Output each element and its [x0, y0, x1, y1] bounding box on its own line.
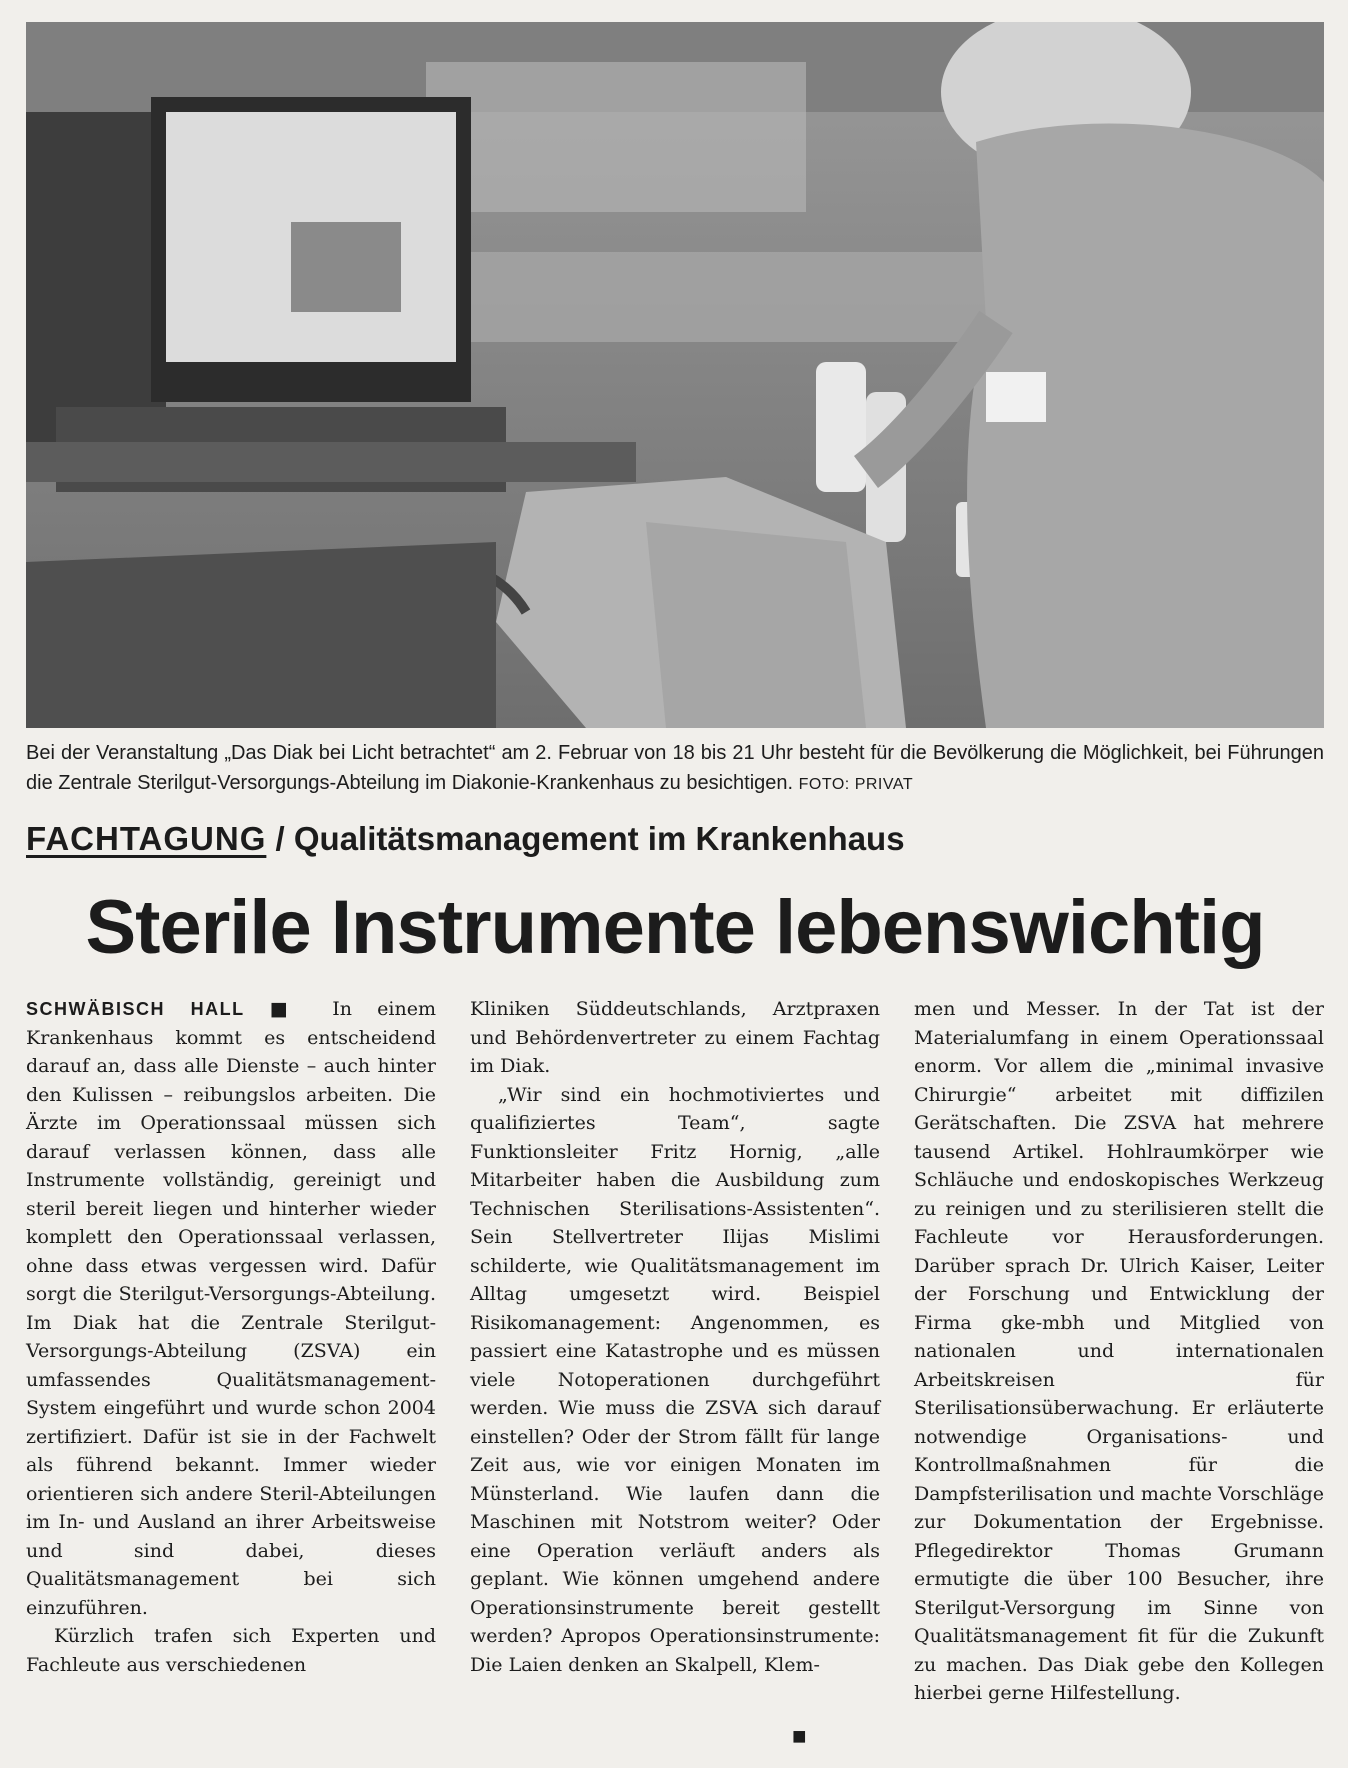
photo-caption	[26, 738, 1324, 800]
article-paragraph: men und Messer. In der Tat ist der Materialumfang in einem Operationssaal enorm. Vor allem die „minimal invasive Chirurgie“ arbeitet mit diffizilen Gerätschaften. Die ZSVA hat mehrere tausend Artikel. Hohlraumkörper wie Schläuche und endoskopisches Werkzeug zu reinigen und zu sterilisieren stellt die Fachleute vor Herausforderungen. Darüber sprach Dr. Ulrich Kaiser, Leiter der Forschung und Entwicklung der Firma gke-mbh und Mitglied von nationalen und internationalen Arbeitskreisen für Sterilisationsüberwachung. Er erläuterte notwendige Organisations- und Kontrollmaßnahmen für die Dampfsterilisation und machte Vorschläge zur Dokumentation der Ergebnisse. Pflegedirektor Thomas Grumann ermutigte die über 100 Besucher, ihre Sterilgut-Versorgung im Sinne von Qualitätsmanagement fit für die Zukunft zu machen. Das Diak gebe den Kollegen hierbei gerne Hilfestellung.	[914, 998, 1324, 1704]
caption-text: Bei der Veranstaltung „Das Diak bei Licht betrachtet“ am 2. Februar von 18 bis 21 Uhr besteht für die Bevölkerung die Möglichkeit, bei Führungen die Zentrale Sterilgut-Versorgungs-Abteilung im Diakonie-Krankenhaus zu besichtigen.	[26, 742, 1324, 794]
article-column-3	[914, 995, 1324, 1755]
kicker-keyword: FACHTAGUNG	[26, 820, 267, 857]
article-photo	[26, 22, 1324, 728]
article-paragraph: SCHWÄBISCH HALL ■ In einem Krankenhaus kommt es entscheidend darauf an, dass alle Dienste – auch hinter den Kulissen – reibungslos arbeiten. Die Ärzte im Operationssaal müssen sich darauf verlassen können, dass alle Instrumente vollständig, gereinigt und steril bereit liegen und hinterher wieder komplett den Operationssaal verlassen, ohne dass etwas vergessen wird. Dafür sorgt die Sterilgut-Versorgungs-Abteilung. Im Diak hat die Zentrale Sterilgut-Versorgungs-Abteilung (ZSVA) ein umfassendes Qualitätsmanagement-System eingeführt und wurde schon 2004 zertifiziert. Dafür ist sie in der Fachwelt als führend bekannt. Immer wieder orientieren sich andere Steril-Abteilungen im In- und Ausland an ihrer Arbeitsweise und sind dabei, dieses Qualitätsmanagement bei sich einzuführen.	[26, 998, 436, 1619]
article-kicker	[26, 820, 1324, 858]
photo-sterile-supply-scene	[26, 22, 1324, 728]
article-body	[26, 995, 1324, 1755]
article-column-1	[26, 995, 436, 1755]
dateline-square: ■	[269, 998, 307, 1020]
kicker-topic: / Qualitätsmanagement im Krankenhaus	[266, 820, 905, 857]
article-paragraph: „Wir sind ein hochmotiviertes und qualifiziertes Team“, sagte Funktionsleiter Fritz Hornig, „alle Mitarbeiter haben die Ausbildung zum Technischen Sterilisations-Assistenten“. Sein Stellvertreter Ilijas Mislimi schilderte, wie Qualitätsmanagement im Alltag umgesetzt wird. Beispiel Risikomanagement: Angenommen, es passiert eine Katastrophe und es müssen viele Notoperationen durchgeführt werden. Wie muss die ZSVA sich darauf einstellen? Oder der Strom fällt für lange Zeit aus, wie vor einigen Monaten im Münsterland. Wie laufen dann die Maschinen mit Notstrom weiter? Oder eine Operation verläuft anders als geplant. Wie können umgehend andere Operationsinstrumente bereit gestellt werden? Apropos Operationsinstrumente: Die Laien denken an Skalpell, Klem-	[470, 1083, 880, 1676]
photo-credit: FOTO: PRIVAT	[798, 776, 914, 793]
article-paragraph: Kliniken Süddeutschlands, Arztpraxen und Behördenvertreter zu einem Fachtag im Diak.	[470, 998, 880, 1077]
article-column-2	[470, 995, 880, 1755]
article-headline: Sterile Instrumente lebenswichtig	[85, 885, 1265, 970]
article-paragraph: Kürzlich trafen sich Experten und Fachleute aus verschiedenen	[26, 1625, 436, 1676]
dateline: SCHWÄBISCH HALL	[26, 999, 245, 1019]
end-of-article-mark: ■	[792, 1724, 807, 1750]
